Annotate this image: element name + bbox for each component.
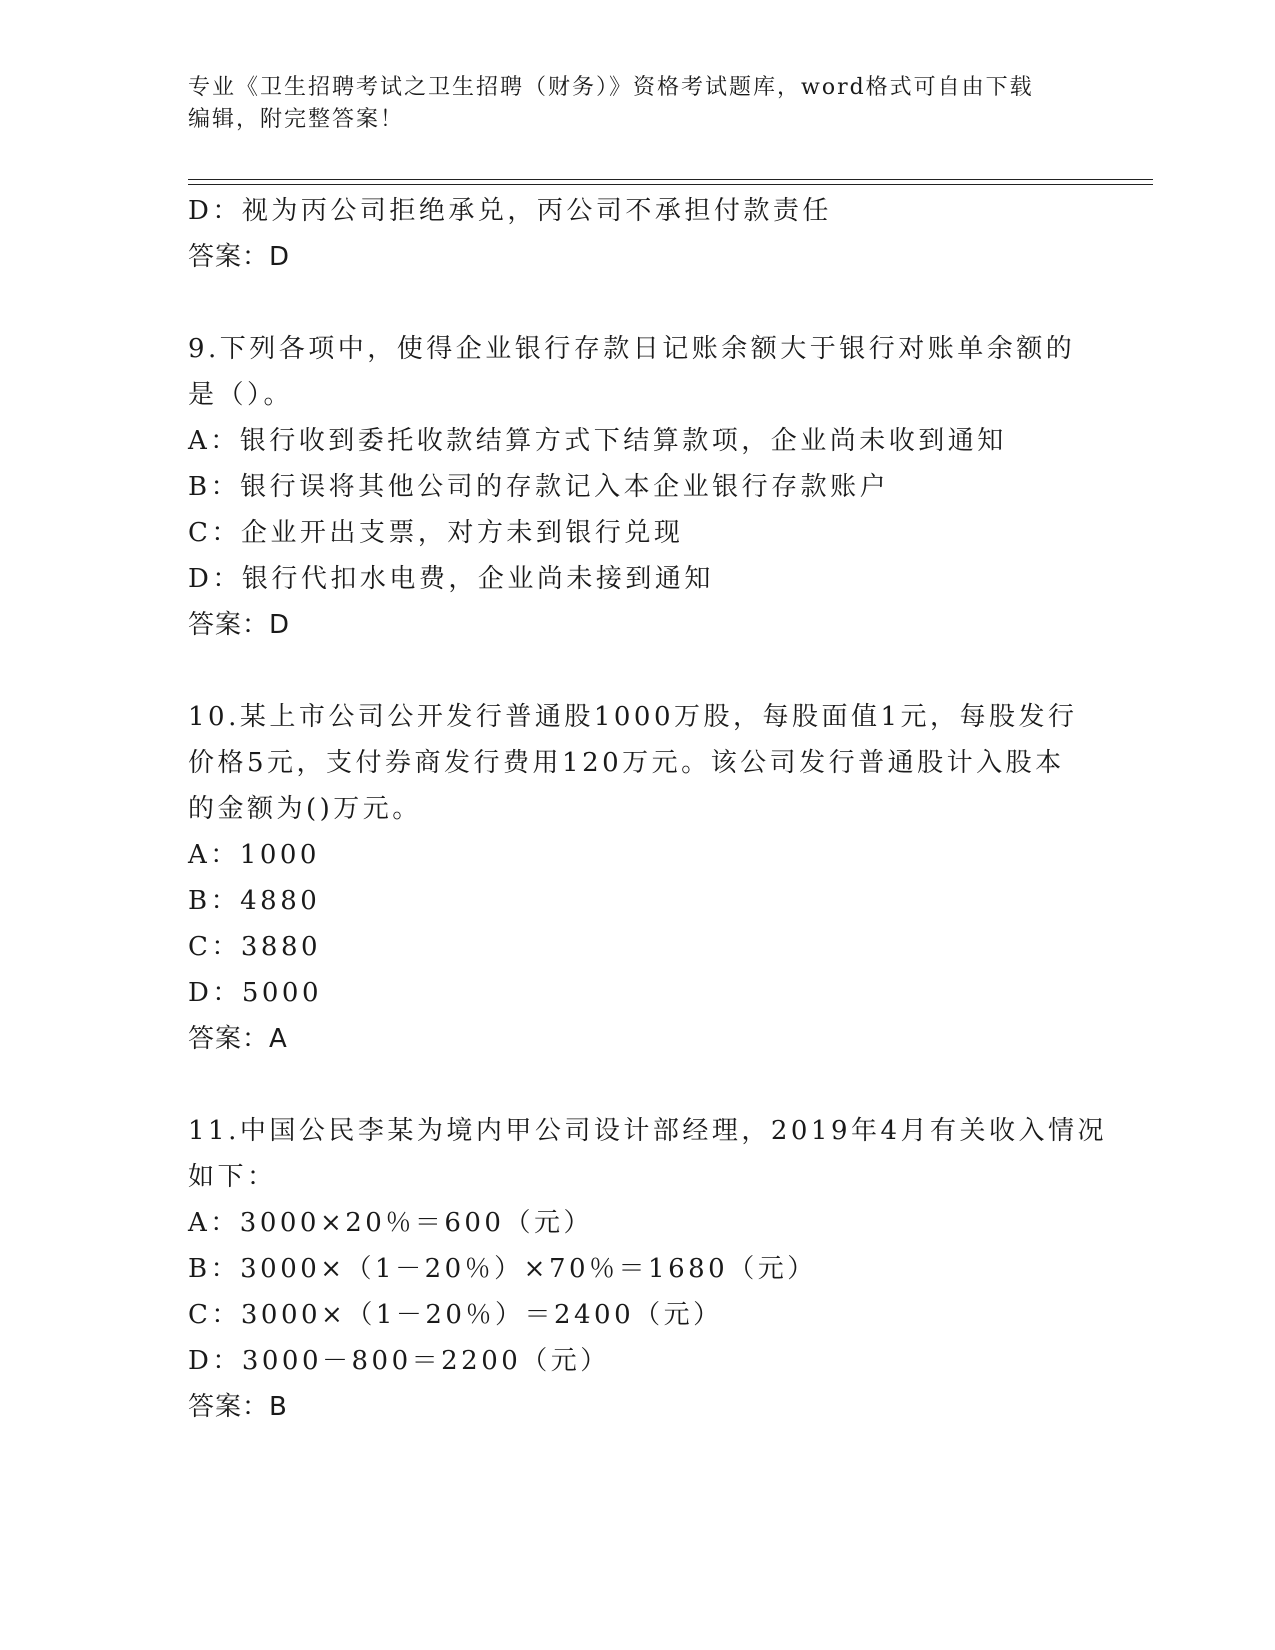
option-d: D：银行代扣水电费，企业尚未接到通知 (188, 564, 714, 594)
document-header (188, 72, 1088, 136)
option-b: B：银行误将其他公司的存款记入本企业银行存款账户 (188, 472, 890, 502)
option-c: C：3000×（1－20％）＝2400（元） (188, 1300, 723, 1330)
question-11 (188, 1108, 1108, 1430)
question-stem: 9.下列各项中，使得企业银行存款日记账余额大于银行对账单余额的 (188, 334, 1076, 364)
option-a: A：银行收到委托收款结算方式下结算款项，企业尚未收到通知 (188, 426, 1007, 456)
header-divider-top (188, 179, 1153, 180)
answer: 答案：D (188, 242, 291, 272)
question-stem-cont: 是（）。 (188, 380, 294, 410)
option-a: A：1000 (188, 840, 320, 870)
option-c: C：企业开出支票，对方未到银行兑现 (188, 518, 684, 548)
question-stem: 11.中国公民李某为境内甲公司设计部经理，2019年4月有关收入情况 (188, 1116, 1108, 1146)
question-stem-cont: 如下： (188, 1162, 277, 1192)
answer: 答案：B (188, 1392, 288, 1422)
option-d: D：3000－800＝2200（元） (188, 1346, 610, 1376)
option-b: B：4880 (188, 886, 321, 916)
question-10 (188, 694, 1088, 1062)
option-d: D：视为丙公司拒绝承兑，丙公司不承担付款责任 (188, 196, 832, 226)
answer: 答案：A (188, 1024, 288, 1054)
question-stem: 10.某上市公司公开发行普通股1000万股，每股面值1元，每股发行 (188, 702, 1078, 732)
question-list (188, 188, 1108, 1430)
option-c: C：3880 (188, 932, 322, 962)
header-divider-bottom (188, 184, 1153, 185)
header-line-2: 编辑，附完整答案！ (188, 107, 405, 132)
option-a: A：3000×20％＝600（元） (188, 1208, 593, 1238)
question-9 (188, 326, 1088, 648)
question-8-tail (188, 188, 1088, 280)
header-line-1: 专业《卫生招聘考试之卫生招聘（财务）》资格考试题库，word格式可自由下载 (188, 75, 1034, 100)
question-stem-cont: 价格5元，支付券商发行费用120万元。该公司发行普通股计入股本 (188, 748, 1065, 778)
answer: 答案：D (188, 610, 291, 640)
option-d: D：5000 (188, 978, 323, 1008)
option-b: B：3000×（1－20％）×70％＝1680（元） (188, 1254, 817, 1284)
question-stem-cont: 的金额为()万元。 (188, 794, 422, 824)
